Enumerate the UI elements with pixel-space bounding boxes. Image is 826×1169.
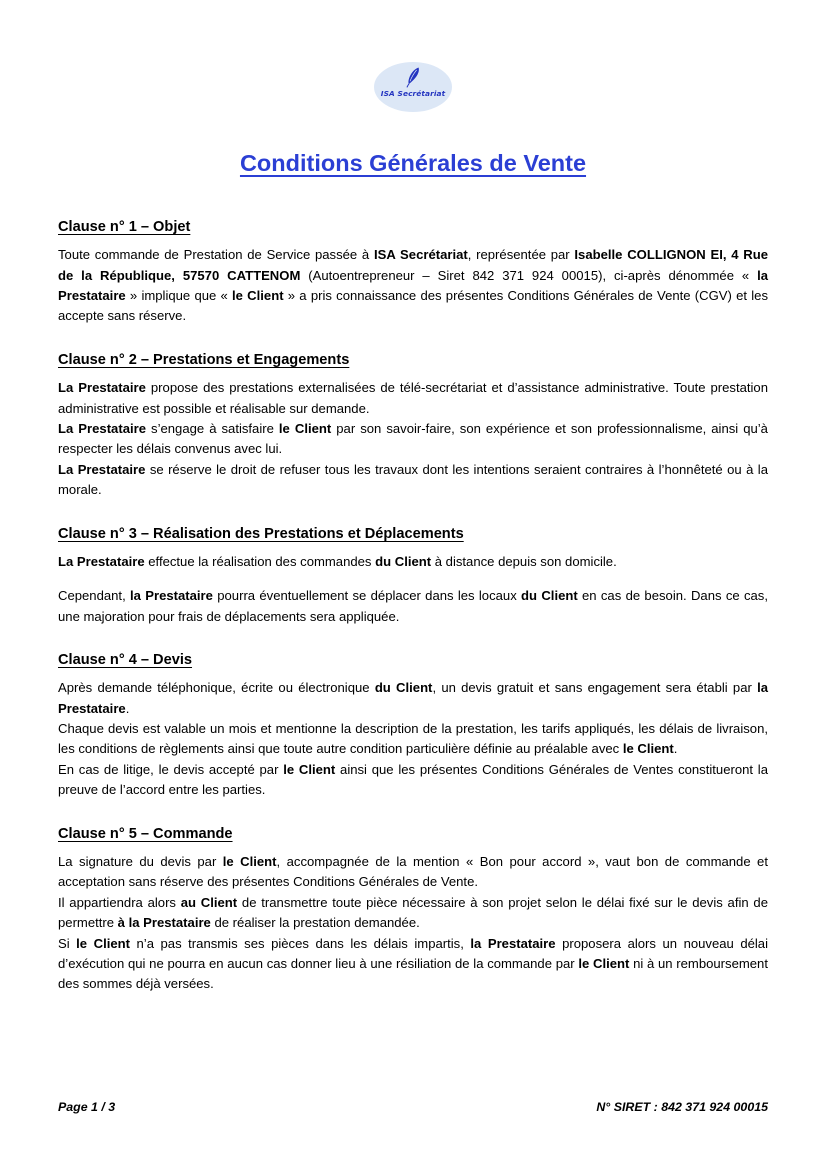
text-run: (Autoentrepreneur – Siret 842 371 924 00015), ci-après dénommée «	[300, 267, 758, 283]
text-run-bold: la Prestataire	[470, 935, 556, 951]
clause-4-paragraph-1	[58, 678, 768, 719]
clause-heading: Clause n° 1 – Objet	[58, 219, 191, 235]
text-run: Cependant,	[58, 588, 131, 604]
clause-3-paragraph-1	[58, 552, 768, 572]
clause-heading: Clause n° 4 – Devis	[58, 651, 193, 668]
text-run-bold: du Client	[375, 553, 432, 569]
document-body	[58, 218, 768, 995]
clause-3-paragraph-2	[58, 586, 768, 627]
text-run: » a pris connaissance des présentes Conditions Générales de Vente (CGV) et les accepte sans réserve.	[58, 288, 768, 324]
text-run: par son savoir-faire, son expérience et son professionnalisme, ainsi qu’à respecter les délais convenus avec lui.	[58, 420, 768, 457]
footer-siret: N° SIRET : 842 371 924 00015	[596, 1100, 768, 1114]
clause-5-heading-wrap	[58, 825, 768, 843]
clause-heading: Clause n° 3 – Réalisation des Prestations et Déplacements	[58, 525, 464, 542]
footer-page-number: Page 1 / 3	[58, 1100, 116, 1114]
text-run: , représentée par	[467, 247, 575, 263]
text-run-bold: au Client	[180, 894, 238, 910]
clause-4-paragraph-2	[58, 719, 768, 760]
text-run-bold: la Prestataire	[58, 267, 768, 304]
text-run: .	[125, 700, 130, 716]
clause-heading: Clause n° 2 – Prestations et Engagements	[58, 351, 350, 368]
text-run-bold: la Prestataire	[130, 588, 213, 604]
text-run: de transmettre toute pièce nécessaire à son projet selon le délai fixé sur le devis afin de permettre	[58, 894, 768, 931]
text-run: Si	[58, 935, 77, 951]
text-run: effectue la réalisation des commandes	[144, 553, 376, 569]
feather-quill-icon	[403, 66, 423, 88]
logo-ellipse	[374, 62, 452, 112]
clause-1-heading-wrap	[58, 218, 768, 236]
clause-2-paragraph-2	[58, 419, 768, 460]
clause-5-paragraph-3	[58, 934, 768, 995]
text-run-bold: le Client	[283, 761, 336, 777]
page-title: Conditions Générales de Vente	[239, 150, 587, 176]
text-run-bold: la Prestataire	[58, 680, 769, 716]
clause-4-paragraph-3	[58, 760, 768, 801]
text-run: en cas de besoin. Dans ce cas, une majoration pour frais de déplacements sera appliquée.	[58, 588, 768, 624]
text-run-bold: ISA Secrétariat	[373, 247, 468, 263]
clause-heading: Clause n° 5 – Commande	[58, 825, 233, 842]
text-run-bold: La Prestataire	[58, 461, 146, 477]
clause-2-paragraph-3	[58, 460, 768, 501]
text-run: ni à un remboursement des sommes déjà versées.	[58, 955, 768, 992]
text-run-bold: La Prestataire	[58, 420, 146, 436]
text-run-bold: La Prestataire	[58, 380, 146, 396]
text-run: Après demande téléphonique, écrite ou électronique	[58, 680, 375, 696]
text-run: En cas de litige, le devis accepté par	[58, 761, 284, 777]
text-run: ainsi que les présentes Conditions Générales de Ventes constitueront la preuve de l’accord entre les parties.	[58, 761, 768, 798]
clause-2-paragraph-1	[58, 378, 768, 419]
clause-5-paragraph-1	[58, 852, 768, 893]
text-run: de réaliser la prestation demandée.	[210, 915, 420, 931]
text-run: La signature du devis par	[58, 853, 223, 869]
text-run-bold: à la Prestataire	[117, 915, 211, 931]
text-run-bold: Isabelle COLLIGNON EI, 4 Rue de la République, 57570 CATTENOM	[58, 247, 768, 283]
text-run-bold: le Client	[578, 955, 630, 971]
clause-2-heading-wrap	[58, 351, 768, 369]
text-run: , un devis gratuit et sans engagement sera établi par	[432, 680, 758, 696]
text-run: » implique que «	[125, 288, 233, 304]
text-run: Toute commande de Prestation de Service passée à	[58, 247, 374, 263]
text-run-bold: du Client	[374, 680, 433, 696]
clause-3-heading-wrap	[58, 525, 768, 543]
text-run: à distance depuis son domicile.	[431, 553, 617, 569]
text-run: .	[673, 741, 678, 757]
text-run: s’engage à satisfaire	[146, 420, 279, 436]
page-footer	[58, 1100, 768, 1114]
logo-text: ISA Secrétariat	[380, 89, 446, 98]
clause-1-paragraph-1	[58, 245, 768, 327]
company-logo	[0, 62, 826, 112]
text-run: pourra éventuellement se déplacer dans les locaux	[212, 588, 522, 604]
text-run: n’a pas transmis ses pièces dans les délais impartis,	[130, 935, 471, 951]
text-run: se réserve le droit de refuser tous les travaux dont les intentions seraient contraires à l’honnêteté ou à la morale.	[58, 461, 768, 498]
text-run-bold: le Client	[278, 420, 332, 436]
text-run: Il appartiendra alors	[58, 894, 181, 910]
text-run-bold: le Client	[232, 288, 284, 304]
text-run: Chaque devis est valable un mois et mentionne la description de la prestation, les tarifs appliqués, les délais de livraison, les conditions de règlements ainsi que toute autre condition particulière définie au préalable avec	[58, 721, 768, 757]
text-run-bold: le Client	[76, 935, 130, 951]
text-run-bold: La Prestataire	[58, 553, 145, 569]
clause-5-paragraph-2	[58, 893, 768, 934]
text-run-bold: le Client	[222, 853, 277, 869]
text-run: proposera alors un nouveau délai d’exécution qui ne pourra en aucun cas donner lieu à une résiliation de la commande par	[58, 935, 768, 971]
text-run-bold: du Client	[521, 588, 578, 604]
text-run-bold: le Client	[622, 741, 674, 757]
text-run: propose des prestations externalisées de télé-secrétariat et d’assistance administrative. Toute prestation administrative est possible et réalisable sur demande.	[58, 380, 768, 416]
text-run: , accompagnée de la mention « Bon pour accord », vaut bon de commande et acceptation sans réserve des présentes Conditions Générales de Vente.	[58, 853, 768, 890]
clause-4-heading-wrap	[58, 651, 768, 669]
